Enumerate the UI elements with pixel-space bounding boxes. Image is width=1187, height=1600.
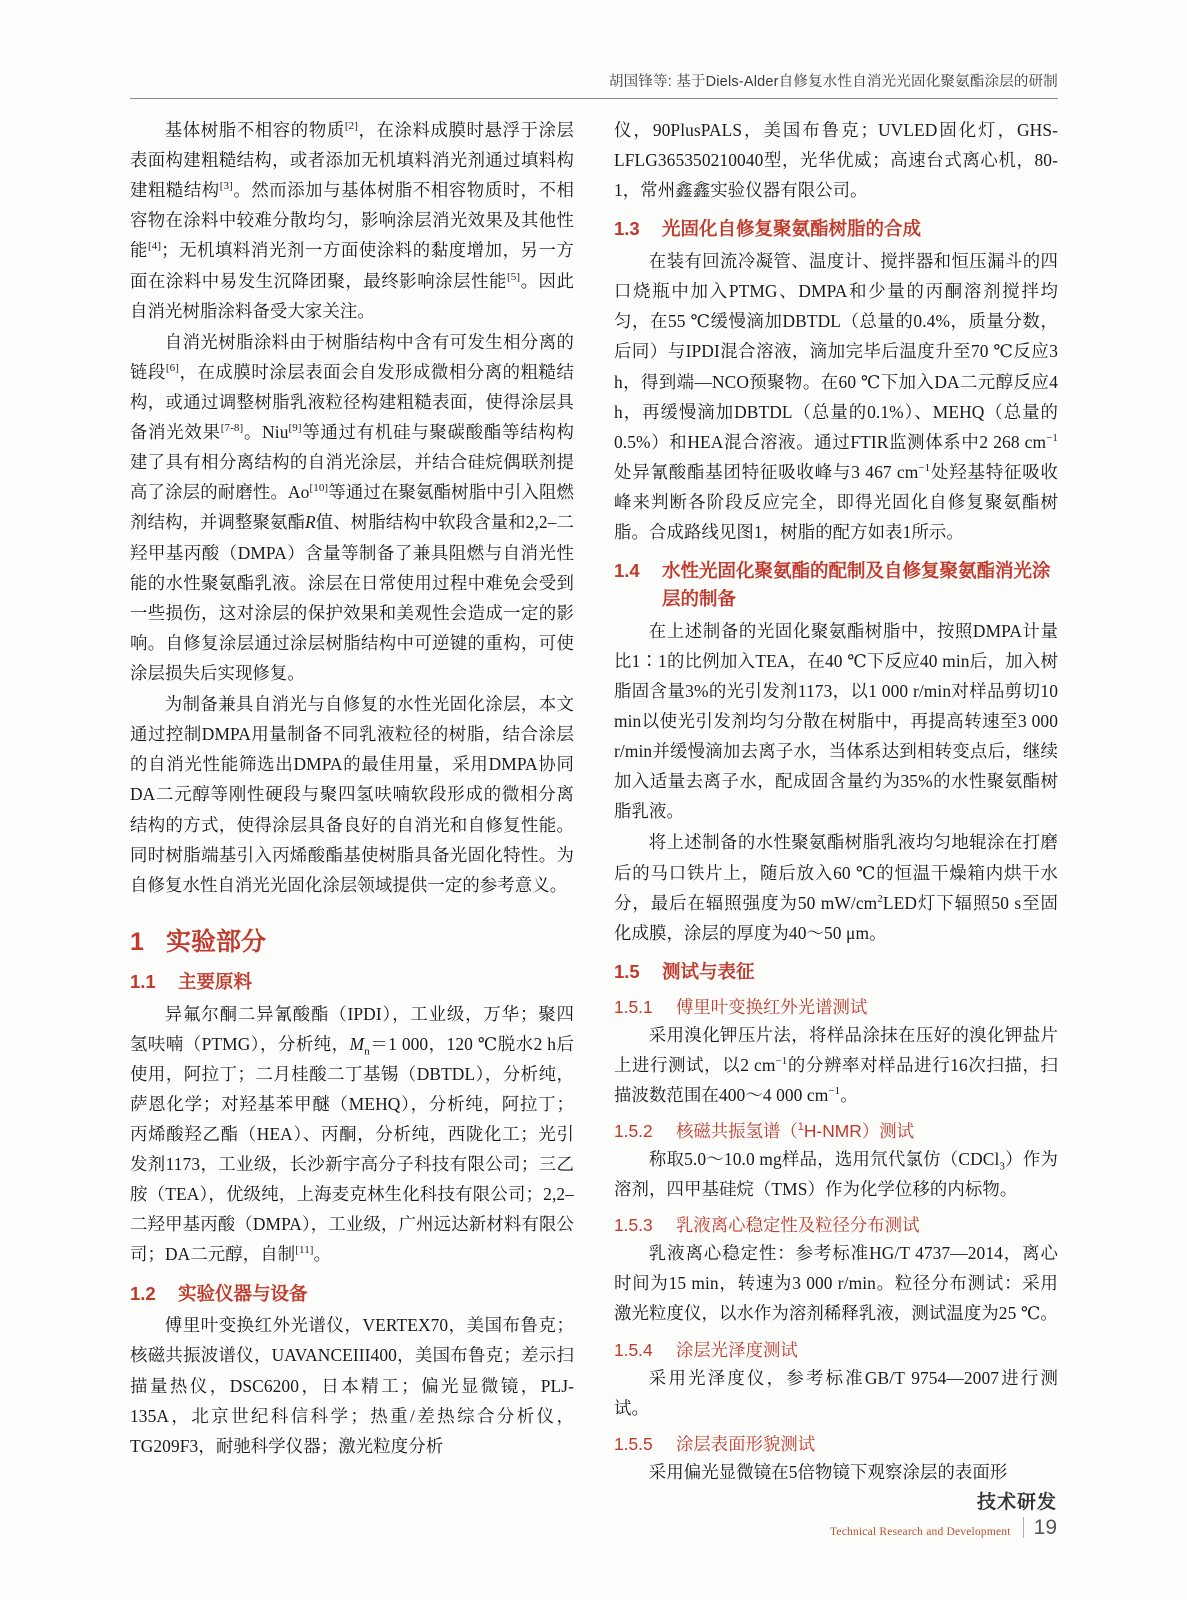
paragraph: 在装有回流冷凝管、温度计、搅拌器和恒压漏斗的四口烧瓶中加入PTMG、DMPA和少量的丙酮溶剂搅拌均匀，在55 ℃缓慢滴加DBTDL（总量的0.4%，质量分数，后同）与IPDI混合溶液，滴加完毕后温度升至70 ℃反应3 h，得到端—NCO预聚物。在60 ℃下加入DA二元醇反应4 h，再缓慢滴加DBTDL（总量的0.1%）、MEHQ（总量的0.5%）和HEA混合溶液。通过FTIR监测体系中2 268 $cm^{-1}$处异氰酸酯基团特征吸收峰与3 467 $cm^{-1}$处羟基特征吸收峰来判断各阶段反应完全，即得光固化自修复聚氨酯树脂。合成路线见图1，树脂的配方如表1所示。: [614, 251, 1058, 543]
header-divider: [130, 98, 1058, 99]
section-number: 1.2: [130, 1282, 156, 1304]
section-number: 1.1: [130, 970, 156, 992]
section-heading-1-2: [130, 1280, 574, 1308]
section-heading-1-5-2: [614, 1117, 1058, 1142]
section-title: 主要原料: [178, 970, 253, 992]
paragraph: 在上述制备的光固化聚氨酯树脂中，按照DMPA计量比1∶1的比例加入TEA，在40 ℃下反应40 min后，加入树脂固含量3%的光引发剂1173，以1 000 r/min对样品剪切10 min以使光引发剂均匀分散在树脂中，再提高转速至3 000 r/min并缓慢滴加去离子水，当体系达到相转变点后，继续加入适量去离子水，配成固含量约为35%的水性聚氨酯树脂乳液。: [614, 620, 1058, 822]
page-footer: [830, 1487, 1057, 1538]
footer-section-en: Technical Research and Development: [829, 1526, 1011, 1538]
section-title: 核磁共振氢谱（$^1$H-NMR）测试: [676, 1120, 915, 1141]
section-number: 1: [130, 927, 144, 956]
section-heading-1: [130, 922, 574, 958]
section-title: 涂层光泽度测试: [676, 1339, 798, 1360]
section-title: 实验仪器与设备: [178, 1282, 308, 1304]
two-column-layout: [130, 115, 1058, 1488]
section-heading-1-3: [614, 215, 1058, 243]
section-title: 涂层表面形貌测试: [676, 1433, 816, 1454]
paragraph: 基体树脂不相容的物质[2]，在涂料成膜时悬浮于涂层表面构建粗糙结构，或者添加无机填料消光剂通过填料构建粗糙结构[3]。然而添加与基体树脂不相容物质时，不相容物在涂料中较难分散均匀，影响涂层消光效果及其他性能[4]；无机填料消光剂一方面使涂料的黏度增加，另一方面在涂料中易发生沉降团聚，最终影响涂层性能[5]。因此自消光树脂涂料备受大家关注。: [130, 120, 574, 321]
section-number: 1.5.2: [614, 1120, 653, 1141]
paragraph: 异氟尔酮二异氰酸酯（IPDI），工业级，万华；聚四氢呋喃（PTMG），分析纯，$M_n=1$ 000，120 ℃脱水2 h后使用，阿拉丁；二月桂酸二丁基锡（DBTDL），分析纯，萨恩化学；对羟基苯甲醚（MEHQ），分析纯，阿拉丁；丙烯酸羟乙酯（HEA）、丙酮，分析纯，西陇化工；光引发剂1173，工业级，长沙新宇高分子科技有限公司；三乙胺（TEA），优级纯，上海麦克林生化科技有限公司；2,2–二羟甲基丙酸（DMPA），工业级，广州远达新材料有限公司；DA二元醇，自制[11]。: [130, 1003, 574, 1265]
paragraph: 乳液离心稳定性：参考标准HG/T 4737—2014，离心时间为15 min，转速为3 000 r/min。粒径分布测试：采用激光粒度仪，以水作为溶剂稀释乳液，测试温度为25 ℃。: [614, 1243, 1058, 1324]
section-number: 1.3: [614, 218, 640, 240]
section-number: 1.5.4: [614, 1339, 653, 1360]
paragraph: 自消光树脂涂料由于树脂结构中含有可发生相分离的链段[6]，在成膜时涂层表面会自发形成微相分离的粗糙结构，或通过调整树脂乳液粒径构建粗糙表面，使得涂层具备消光效果[7-8]。Niu[9]等通过有机硅与聚碳酸酯等结构构建了具有相分离结构的自消光涂层，并结合硅烷偶联剂提高了涂层的耐磨性。Ao[10]等通过在聚氨酯树脂中引入阻燃剂结构，并调整聚氨酯R值、树脂结构中软段含量和2,2–二羟甲基丙酸（DMPA）含量等制备了兼具阻燃与自消光性能的水性聚氨酯乳液。涂层在日常使用过程中难免会受到一些损伤，这对涂层的保护效果和美观性会造成一定的影响。自修复涂层通过涂层树脂结构中可逆键的重构，可使涂层损失后实现修复。: [130, 331, 574, 683]
section-number: 1.4: [614, 560, 640, 582]
section-number: 1.5: [614, 960, 640, 982]
section-heading-1-5-4: [614, 1336, 1058, 1361]
paragraph: 傅里叶变换红外光谱仪，VERTEX70，美国布鲁克；核磁共振波谱仪，UAVANCEIII400，美国布鲁克；差示扫描量热仪，DSC6200，日本精工；偏光显微镜，PLJ-135A，北京世纪科信科学；热重/差热综合分析仪，TG209F3，耐驰科学仪器；激光粒度分析: [130, 1315, 574, 1456]
paragraph: 采用光泽度仪，参考标准GB/T 9754—2007进行测试。: [614, 1367, 1058, 1418]
section-number: 1.5.1: [614, 996, 653, 1017]
right-column: [614, 115, 1058, 1488]
page-number: 19: [1023, 1517, 1057, 1538]
paragraph-continued: 仪，90PlusPALS，美国布鲁克；UVLED固化灯，GHS-LFLG365350210040型，光华优威；高速台式离心机，80-1，常州鑫鑫实验仪器有限公司。: [614, 120, 1058, 201]
section-heading-1-1: [130, 968, 574, 996]
section-number: 1.5.3: [614, 1215, 653, 1236]
paragraph: 为制备兼具自消光与自修复的水性光固化涂层，本文通过控制DMPA用量制备不同乳液粒径的树脂，结合涂层的自消光性能筛选出DMPA的最佳用量，采用DMPA协同DA二元醇等刚性硬段与聚四氢呋喃软段形成的微相分离结构的方式，使得涂层具备良好的自消光和自修复性能。同时树脂端基引入丙烯酸酯基使树脂具备光固化特性。为自修复水性自消光光固化涂层领域提供一定的参考意义。: [130, 694, 574, 895]
section-title: 光固化自修复聚氨酯树脂的合成: [662, 218, 922, 240]
section-heading-1-5-5: [614, 1430, 1058, 1455]
footer-row: [830, 1517, 1057, 1538]
section-heading-1-5-3: [614, 1211, 1058, 1236]
section-title: 实验部分: [166, 927, 267, 956]
section-title: 傅里叶变换红外光谱测试: [676, 996, 868, 1017]
section-heading-1-5-1: [614, 993, 1058, 1018]
page-content: [130, 70, 1058, 1488]
paragraph: 将上述制备的水性聚氨酯树脂乳液均匀地辊涂在打磨后的马口铁片上，随后放入60 ℃的恒温干燥箱内烘干水分，最后在辐照强度为50 $mW/cm^2LED$灯下辐照50 s至固化成膜，涂层的厚度为40～50 μm。: [614, 832, 1058, 943]
section-title: 测试与表征: [662, 960, 755, 982]
paragraph: 称取5.0～10.0 mg样品，选用氘代氯仿（CDCl$_3$）作为溶剂，四甲基硅烷（TMS）作为化学位移的内标物。: [614, 1148, 1058, 1200]
running-head: 胡国锋等: 基于Diels-Alder自修复水性自消光光固化聚氨酯涂层的研制: [608, 74, 1058, 90]
paragraph: 采用溴化钾压片法，将样品涂抹在压好的溴化钾盐片上进行测试，以2 $cm^{-1}$的分辨率对样品进行16次扫描，扫描波数范围在400～4 000 $cm^{-1}$。: [614, 1024, 1059, 1105]
section-title: 水性光固化聚氨酯的配制及自修复聚氨酯消光涂层的制备: [662, 560, 1051, 609]
section-number: 1.5.5: [614, 1433, 653, 1454]
section-title: 乳液离心稳定性及粒径分布测试: [676, 1215, 920, 1236]
left-column: [130, 115, 574, 1462]
paragraph: 采用偏光显微镜在5倍物镜下观察涂层的表面形: [648, 1461, 1008, 1482]
section-heading-1-4: [614, 557, 1058, 613]
section-heading-1-5: [614, 958, 1058, 986]
footer-section-cn: 技术研发: [976, 1492, 1057, 1513]
